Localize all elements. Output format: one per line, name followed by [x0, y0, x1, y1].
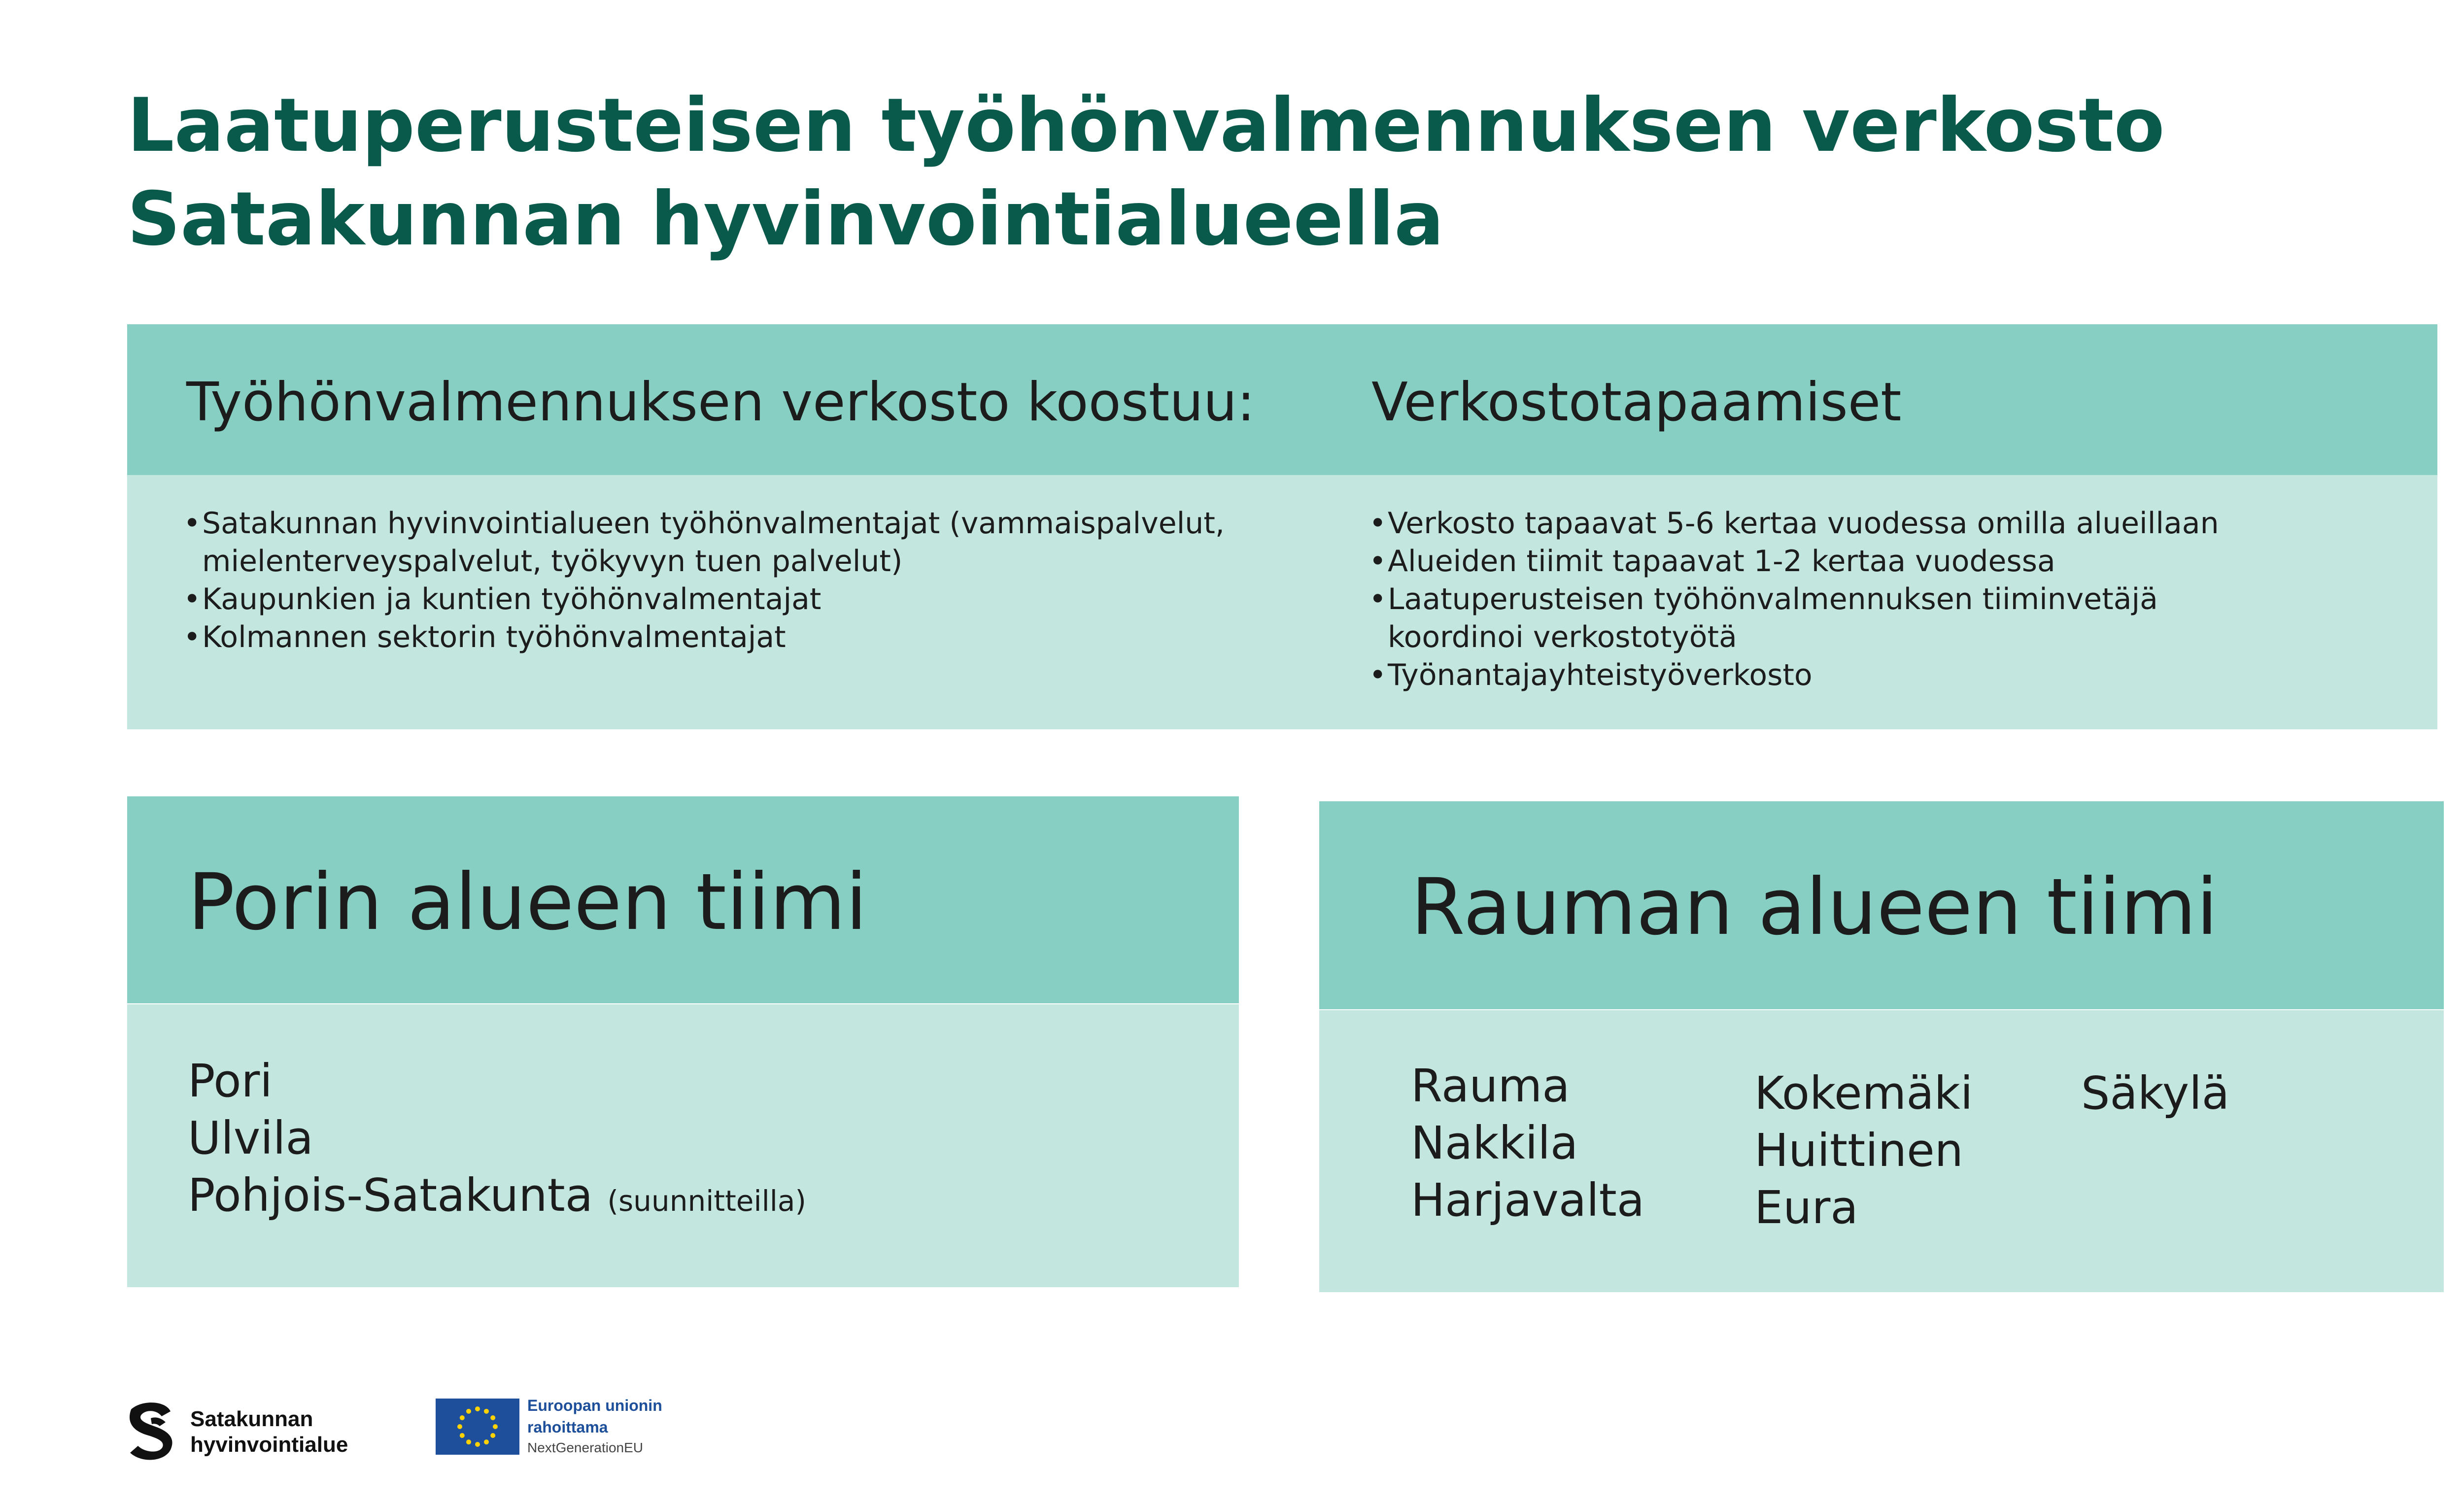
list-item-text: Verkosto tapaavat 5-6 kertaa vuodessa omilla alueillaan	[1388, 506, 2219, 541]
list-item-continuation: mielenterveyspalvelut, työkyvyn tuen palvelut)	[202, 544, 903, 579]
eu-star	[466, 1409, 471, 1414]
pori-team-title: Porin alueen tiimi	[188, 857, 867, 948]
rauma-town-list-1	[1411, 1058, 1644, 1229]
eu-line-1: Euroopan unionin	[527, 1397, 662, 1414]
network-composition-heading: Työhönvalmennuksen verkosto koostuu:	[186, 372, 1255, 433]
logo-line-1: Satakunnan	[190, 1407, 313, 1431]
list-item-text: Satakunnan hyvinvointialueen työhönvalmentajat (vammaispalvelut,	[202, 506, 1225, 541]
logo-text	[190, 1406, 348, 1458]
eu-line-2: rahoittama	[527, 1418, 608, 1436]
logo-line-2: hyvinvointialue	[190, 1433, 348, 1457]
list-item	[183, 505, 1225, 581]
rauma-town-list-2	[1754, 1065, 1973, 1236]
list-item: Harjavalta	[1411, 1174, 1645, 1227]
eu-star	[490, 1433, 495, 1438]
eu-star	[457, 1424, 462, 1429]
list-item: Huittinen	[1754, 1124, 1963, 1177]
eu-star	[493, 1424, 498, 1429]
list-item: Säkylä	[2081, 1067, 2230, 1120]
eu-star	[475, 1442, 480, 1447]
eu-star	[460, 1415, 465, 1420]
eu-star	[484, 1409, 489, 1414]
eu-star	[490, 1415, 495, 1420]
satakunta-logo	[127, 1399, 349, 1463]
eu-line-3: NextGenerationEU	[527, 1440, 644, 1455]
list-item: Nakkila	[1411, 1117, 1578, 1169]
town-name: Pohjois-Satakunta	[188, 1169, 593, 1222]
list-item: Eura	[1754, 1181, 1858, 1234]
list-item	[183, 581, 1225, 618]
eu-flag-icon	[436, 1399, 519, 1455]
list-item: Pori	[188, 1055, 273, 1107]
eu-star	[460, 1433, 465, 1438]
rauma-team-title: Rauman alueen tiimi	[1411, 862, 2218, 953]
planning-note: (suunnitteilla)	[607, 1184, 807, 1218]
list-item-text: Kolmannen sektorin työhönvalmentajat	[202, 620, 786, 654]
pori-town-list	[188, 1053, 806, 1230]
list-item: Ulvila	[188, 1112, 313, 1164]
page-title	[127, 79, 2165, 266]
list-item-text: Alueiden tiimit tapaavat 1-2 kertaa vuodessa	[1388, 544, 2055, 579]
network-composition-list	[183, 505, 1225, 656]
network-meetings-list	[1369, 505, 2219, 694]
list-item	[1369, 656, 2219, 694]
list-item: Rauma	[1411, 1060, 1570, 1112]
list-item	[188, 1167, 806, 1230]
list-item-text: Laatuperusteisen työhönvalmennuksen tiiminvetäjä	[1388, 582, 2158, 616]
eu-star	[466, 1439, 471, 1444]
list-item	[1369, 505, 2219, 543]
list-item	[1369, 543, 2219, 581]
network-meetings-heading: Verkostotapaamiset	[1371, 372, 1902, 433]
list-item	[183, 618, 1225, 656]
pori-team-panel	[127, 796, 1239, 1287]
list-item: Kokemäki	[1754, 1067, 1973, 1120]
rauma-team-panel	[1319, 801, 2444, 1292]
eu-funding-logo	[436, 1395, 741, 1464]
eu-star	[475, 1406, 480, 1411]
list-item-continuation: koordinoi verkostotyötä	[1388, 620, 1737, 654]
list-item-text: Kaupunkien ja kuntien työhönvalmentajat	[202, 582, 821, 616]
list-item-text: Työnantajayhteistyöverkosto	[1388, 658, 1813, 692]
eu-star	[484, 1439, 489, 1444]
list-item	[1369, 581, 2219, 656]
page-title-line-2: Satakunnan hyvinvointialueella	[127, 176, 1444, 262]
satakunta-s-logo-icon	[127, 1399, 176, 1463]
eu-text-block	[527, 1395, 662, 1458]
rauma-town-list-3	[2081, 1065, 2229, 1122]
page-title-line-1: Laatuperusteisen työhönvalmennuksen verkosto	[127, 83, 2165, 169]
